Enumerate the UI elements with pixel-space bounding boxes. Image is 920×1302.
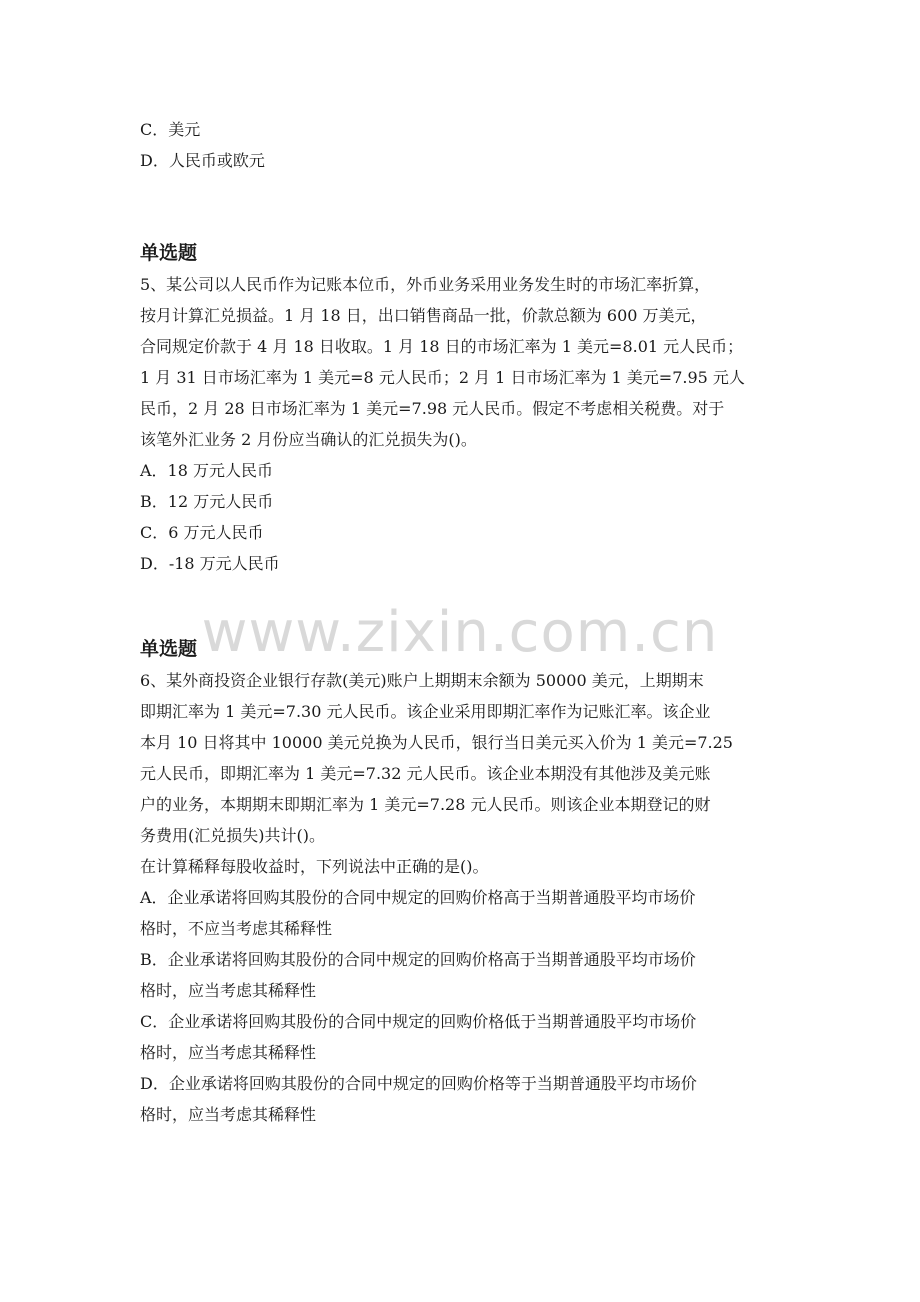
spacer [140,579,790,634]
question-6-option-c-cont: 格时，应当考虑其稀释性 [140,1043,317,1062]
question-6-heading: 单选题 [140,638,198,660]
question-5-text-line: 民币，2 月 28 日市场汇率为 1 美元=7.98 元人民币。假定不考虑相关税费。对于 [140,399,725,418]
question-6-option-b: B．企业承诺将回购其股份的合同中规定的回购价格高于当期普通股平均市场价 [140,950,696,969]
question-5-text-line: 按月计算汇兑损益。1 月 18 日，出口销售商品一批，价款总额为 600 万美元， [140,306,707,325]
question-6-option-b-cont: 格时，应当考虑其稀释性 [140,981,317,1000]
question-6-text-line: 户的业务，本期期末即期汇率为 1 美元=7.28 元人民币。则该企业本期登记的财 [140,795,711,814]
question-5-option-a: A．18 万元人民币 [140,461,274,480]
question-5-text-line: 合同规定价款于 4 月 18 日收取。1 月 18 日的市场汇率为 1 美元=8.01 元人民币； [140,337,744,356]
document-page [140,114,790,1130]
question-6-text-line: 在计算稀释每股收益时，下列说法中正确的是()。 [140,857,489,876]
question-6-option-a: A．企业承诺将回购其股份的合同中规定的回购价格高于当期普通股平均市场价 [140,888,696,907]
question-6-text-line: 本月 10 日将其中 10000 美元兑换为人民币，银行当日美元买入价为 1 美元=7.25 [140,733,733,752]
question-5-option-b: B．12 万元人民币 [140,492,274,511]
question-5-text-line: 1 月 31 日市场汇率为 1 美元=8 元人民币；2 月 1 日市场汇率为 1 美元=7.95 元人 [140,368,745,387]
question-5-option-d: D．-18 万元人民币 [140,554,280,573]
question-6-text-line: 6、某外商投资企业银行存款(美元)账户上期期末余额为 50000 美元，上期期末 [140,671,704,690]
question-6-option-d: D．企业承诺将回购其股份的合同中规定的回购价格等于当期普通股平均市场价 [140,1074,697,1093]
question-5-heading: 单选题 [140,242,198,264]
spacer [140,176,790,238]
watermark: www.zixin.com.cn [201,600,719,665]
question-6-option-a-cont: 格时，不应当考虑其稀释性 [140,919,333,938]
option-c: C．美元 [140,120,201,139]
question-6-text-line: 务费用(汇兑损失)共计()。 [140,826,325,845]
question-6-text-line: 即期汇率为 1 美元=7.30 元人民币。该企业采用即期汇率作为记账汇率。该企业 [140,702,711,721]
question-5-text-line: 该笔外汇业务 2 月份应当确认的汇兑损失为()。 [140,430,477,449]
question-6-option-d-cont: 格时，应当考虑其稀释性 [140,1105,317,1124]
option-d: D．人民币或欧元 [140,151,265,170]
question-5-option-c: C．6 万元人民币 [140,523,264,542]
question-5-text-line: 5、某公司以人民币作为记账本位币，外币业务采用业务发生时的市场汇率折算， [140,275,711,294]
question-6-text-line: 元人民币，即期汇率为 1 美元=7.32 元人民币。该企业本期没有其他涉及美元账 [140,764,711,783]
question-6-option-c: C．企业承诺将回购其股份的合同中规定的回购价格低于当期普通股平均市场价 [140,1012,697,1031]
